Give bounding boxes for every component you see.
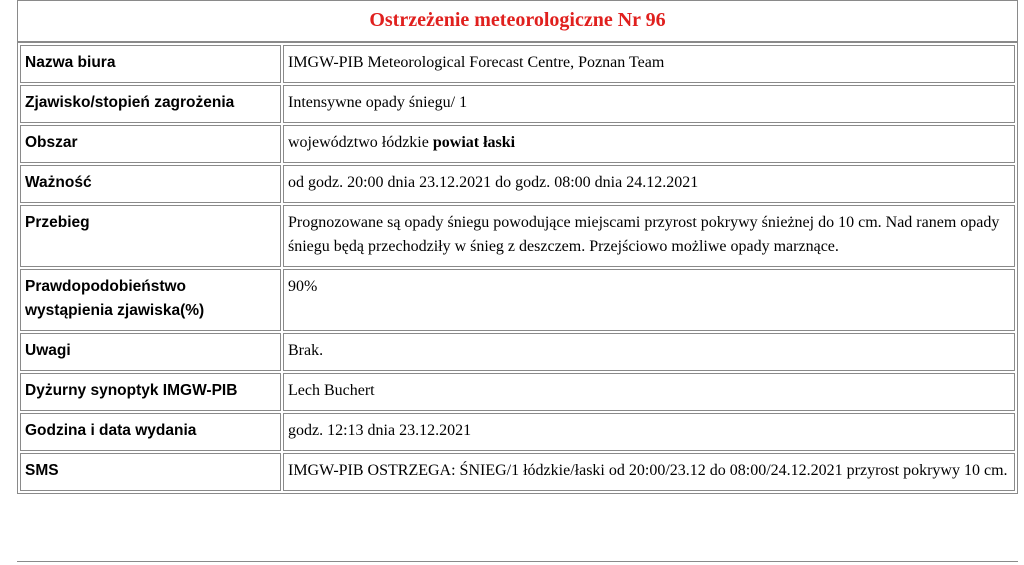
row-issued [20, 413, 1015, 451]
sms-value: IMGW-PIB OSTRZEGA: ŚNIEG/1 łódzkie/łaski od 20:00/23.12 do 08:00/24.12.2021 przyrost pokrywy 10 cm. [283, 453, 1015, 491]
next-table-edge [17, 561, 1018, 565]
sms-label: SMS [20, 453, 281, 491]
synoptic-label: Dyżurny synoptyk IMGW-PIB [20, 373, 281, 411]
course-value: Prognozowane są opady śniegu powodujące miejscami przyrost pokrywy śnieżnej do 10 cm. Nad ranem opady śniegu będą przechodziły w śnieg z deszczem. Przejściowo możliwe opady marznące. [283, 205, 1015, 267]
area-label: Obszar [20, 125, 281, 163]
issued-value: godz. 12:13 dnia 23.12.2021 [283, 413, 1015, 451]
area-county: powiat łaski [432, 134, 516, 151]
row-validity [20, 165, 1015, 203]
row-synoptic [20, 373, 1015, 411]
row-phenomenon [20, 85, 1015, 123]
office-value: IMGW-PIB Meteorological Forecast Centre, Poznan Team [283, 45, 1015, 83]
course-label: Przebieg [20, 205, 281, 267]
office-label: Nazwa biura [20, 45, 281, 83]
phenomenon-value: Intensywne opady śniegu/ 1 [283, 85, 1015, 123]
validity-label: Ważność [20, 165, 281, 203]
remarks-value: Brak. [283, 333, 1015, 371]
row-area [20, 125, 1015, 163]
synoptic-value: Lech Buchert [283, 373, 1015, 411]
phenomenon-label: Zjawisko/stopień zagrożenia [20, 85, 281, 123]
warning-title: Ostrzeżenie meteorologiczne Nr 96 [17, 0, 1018, 42]
probability-label: Prawdopodobieństwo wystąpienia zjawiska(%) [20, 269, 281, 331]
warning-table [17, 42, 1018, 494]
validity-value: od godz. 20:00 dnia 23.12.2021 do godz. 08:00 dnia 24.12.2021 [283, 165, 1015, 203]
probability-value: 90% [283, 269, 1015, 331]
area-value [283, 125, 1015, 163]
row-course [20, 205, 1015, 267]
row-probability [20, 269, 1015, 331]
row-office [20, 45, 1015, 83]
area-voivodeship: województwo łódzkie [288, 134, 429, 151]
row-sms [20, 453, 1015, 491]
remarks-label: Uwagi [20, 333, 281, 371]
issued-label: Godzina i data wydania [20, 413, 281, 451]
row-remarks [20, 333, 1015, 371]
